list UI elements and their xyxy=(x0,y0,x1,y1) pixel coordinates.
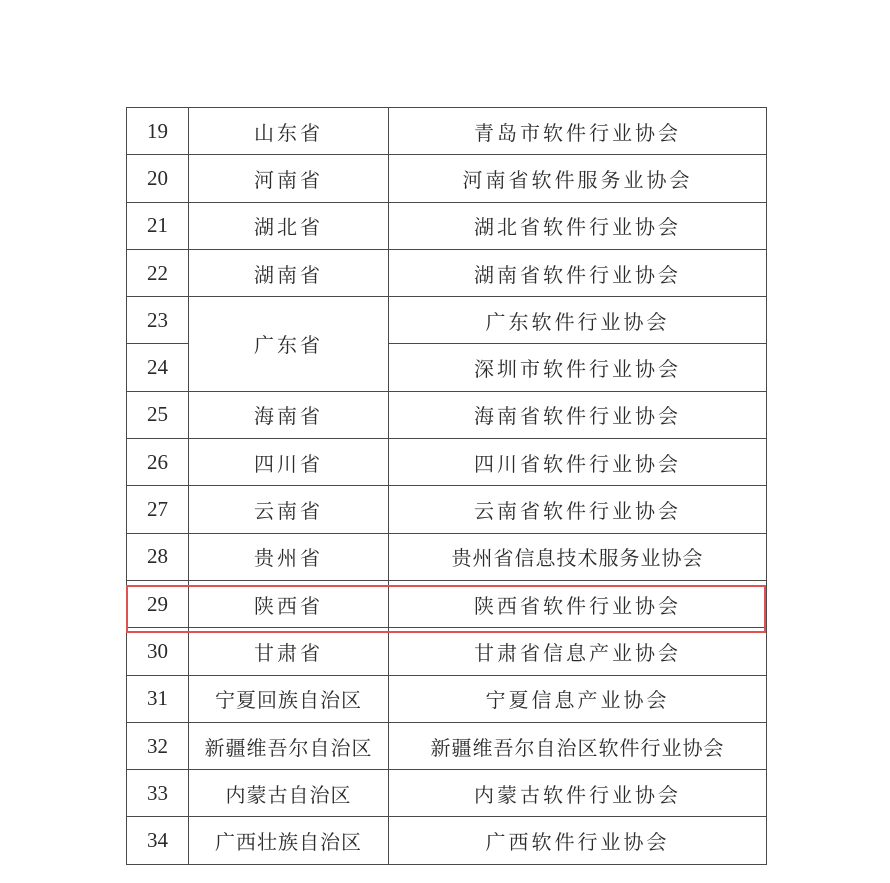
table-row xyxy=(127,722,767,769)
table-row xyxy=(127,155,767,202)
row-number: 21 xyxy=(127,202,189,249)
row-number: 26 xyxy=(127,439,189,486)
province-cell: 甘肃省 xyxy=(189,628,389,675)
table-row xyxy=(127,439,767,486)
table-row xyxy=(127,486,767,533)
association-cell: 四川省软件行业协会 xyxy=(389,439,767,486)
row-number: 34 xyxy=(127,817,189,864)
province-cell: 湖南省 xyxy=(189,249,389,296)
association-cell: 陕西省软件行业协会 xyxy=(389,580,767,627)
table-row xyxy=(127,297,767,344)
row-number: 25 xyxy=(127,391,189,438)
association-cell: 云南省软件行业协会 xyxy=(389,486,767,533)
province-cell: 海南省 xyxy=(189,391,389,438)
province-cell: 内蒙古自治区 xyxy=(189,770,389,817)
association-table xyxy=(126,107,767,865)
association-cell: 宁夏信息产业协会 xyxy=(389,675,767,722)
row-number: 22 xyxy=(127,249,189,296)
row-number: 29 xyxy=(127,580,189,627)
row-number: 20 xyxy=(127,155,189,202)
province-cell: 四川省 xyxy=(189,439,389,486)
association-cell: 新疆维吾尔自治区软件行业协会 xyxy=(389,722,767,769)
row-number: 31 xyxy=(127,675,189,722)
province-cell: 云南省 xyxy=(189,486,389,533)
association-cell: 海南省软件行业协会 xyxy=(389,391,767,438)
table-row xyxy=(127,817,767,864)
table-row xyxy=(127,628,767,675)
province-cell-merged: 广东省 xyxy=(189,297,389,392)
association-cell: 贵州省信息技术服务业协会 xyxy=(389,533,767,580)
table-row xyxy=(127,675,767,722)
row-number: 28 xyxy=(127,533,189,580)
province-cell: 宁夏回族自治区 xyxy=(189,675,389,722)
row-number: 32 xyxy=(127,722,189,769)
association-cell: 湖南省软件行业协会 xyxy=(389,249,767,296)
table-row xyxy=(127,533,767,580)
table-row xyxy=(127,391,767,438)
province-cell: 陕西省 xyxy=(189,580,389,627)
province-cell: 河南省 xyxy=(189,155,389,202)
table-row xyxy=(127,249,767,296)
row-number: 33 xyxy=(127,770,189,817)
row-number: 27 xyxy=(127,486,189,533)
association-cell: 湖北省软件行业协会 xyxy=(389,202,767,249)
table-row xyxy=(127,202,767,249)
association-cell: 青岛市软件行业协会 xyxy=(389,108,767,155)
row-number: 19 xyxy=(127,108,189,155)
association-cell: 广东软件行业协会 xyxy=(389,297,767,344)
province-cell: 贵州省 xyxy=(189,533,389,580)
province-cell: 山东省 xyxy=(189,108,389,155)
association-cell: 河南省软件服务业协会 xyxy=(389,155,767,202)
row-number: 23 xyxy=(127,297,189,344)
table-row xyxy=(127,108,767,155)
row-number: 30 xyxy=(127,628,189,675)
association-cell: 内蒙古软件行业协会 xyxy=(389,770,767,817)
association-cell: 广西软件行业协会 xyxy=(389,817,767,864)
table-row-highlighted xyxy=(127,580,767,627)
row-number: 24 xyxy=(127,344,189,391)
province-cell: 广西壮族自治区 xyxy=(189,817,389,864)
association-cell: 深圳市软件行业协会 xyxy=(389,344,767,391)
province-cell: 新疆维吾尔自治区 xyxy=(189,722,389,769)
association-cell: 甘肃省信息产业协会 xyxy=(389,628,767,675)
table-row xyxy=(127,770,767,817)
province-cell: 湖北省 xyxy=(189,202,389,249)
